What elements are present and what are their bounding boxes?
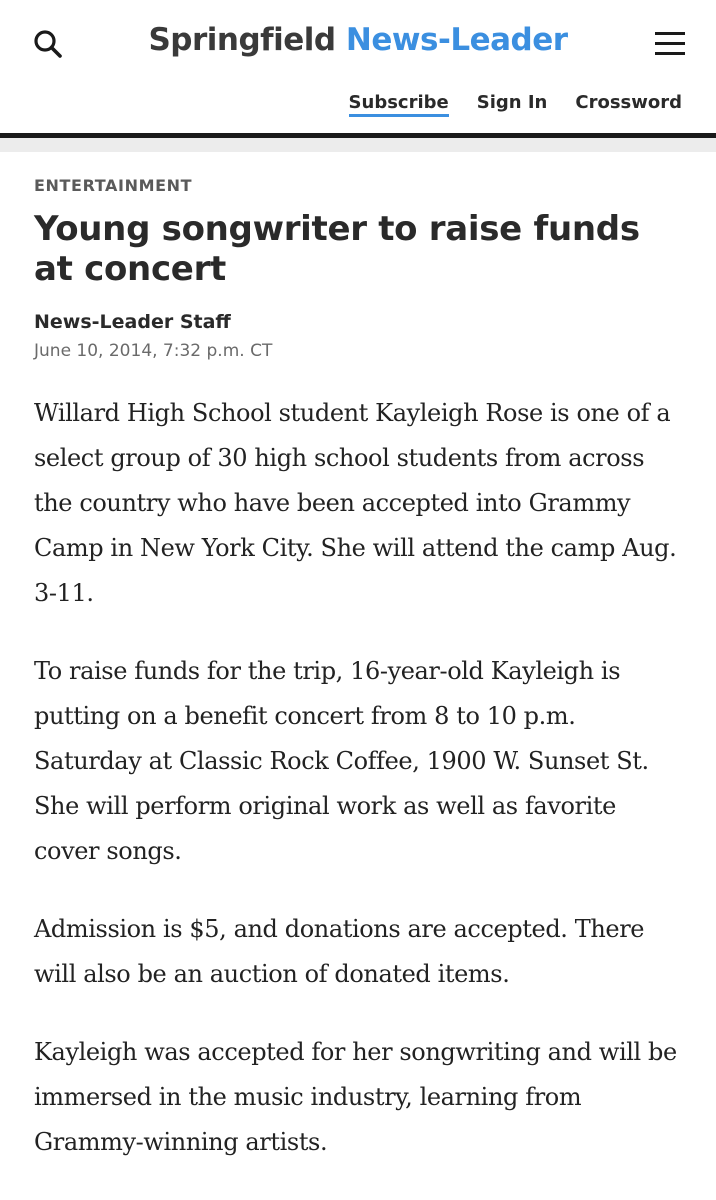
paragraph: Willard High School student Kayleigh Rose is one of a select group of 30 high school students from across the country who have been accepted into Grammy Camp in New York City. She will attend the camp Aug. 3-11. [34, 399, 677, 607]
menu-button[interactable] [652, 28, 688, 60]
paragraph: Kayleigh was accepted for her songwriting and will be immersed in the music industry, learning from Grammy-winning artists. [34, 1038, 677, 1156]
publish-date: June 10, 2014, 7:32 p.m. CT [34, 341, 273, 361]
header-shadow-band [0, 138, 716, 152]
paragraph: To raise funds for the trip, 16-year-old Kayleigh is putting on a benefit concert from 8 to 10 p.m. Saturday at Classic Rock Coffee, 1900 W. Sunset St. She will perform original work as well as favorite cover songs. [34, 657, 649, 865]
byline[interactable]: News-Leader Staff [34, 311, 231, 333]
subscribe-link[interactable]: Subscribe [349, 92, 449, 117]
article-headline: Young songwriter to raise funds at concert [34, 209, 640, 289]
article [34, 152, 684, 1198]
section-label[interactable]: ENTERTAINMENT [34, 176, 193, 195]
header-nav [349, 92, 682, 117]
hamburger-menu-icon [652, 28, 688, 60]
logo-springfield: Springfield [148, 22, 336, 58]
site-header [0, 0, 716, 140]
article-body [34, 391, 684, 1165]
site-logo[interactable] [0, 22, 716, 58]
paragraph: Admission is $5, and donations are accepted. There will also be an auction of donated items. [34, 915, 645, 988]
crossword-link[interactable]: Crossword [575, 92, 682, 113]
sign-in-link[interactable]: Sign In [476, 92, 548, 113]
logo-news-leader: News-Leader [345, 22, 568, 58]
